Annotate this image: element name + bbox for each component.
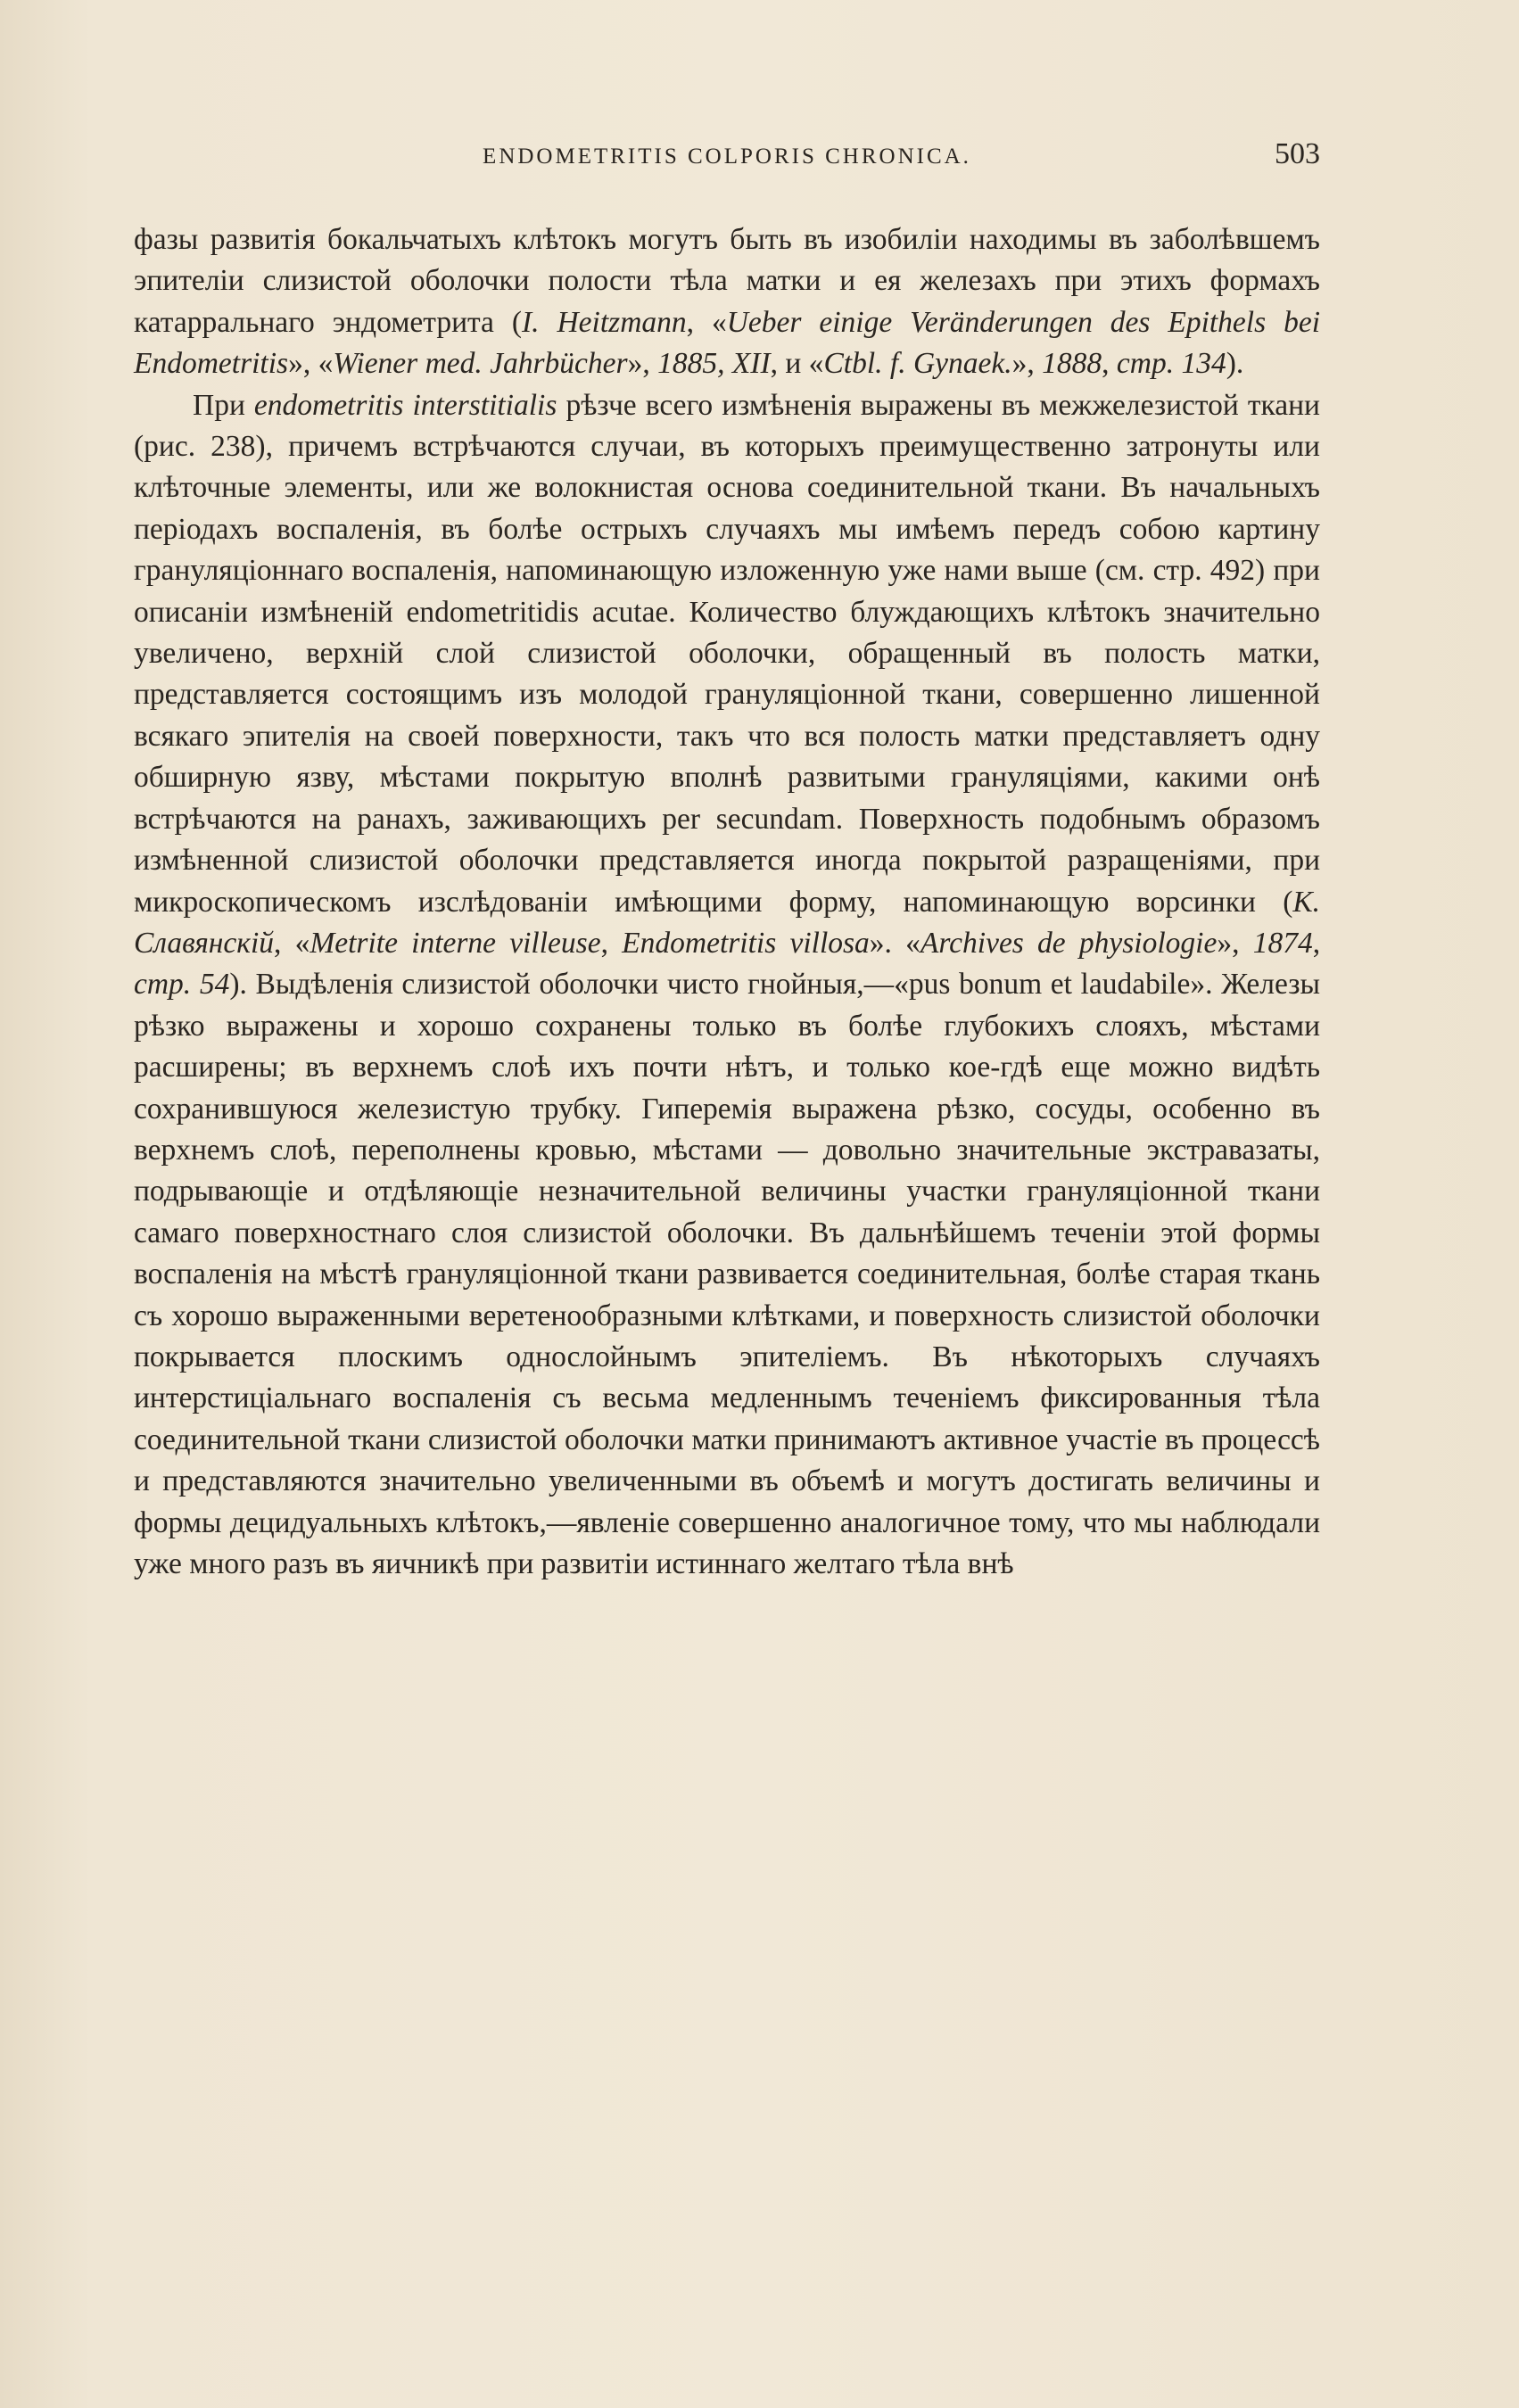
text-run: ). Выдѣленія слизистой оболочки чисто гнойныя,—«pus bonum et laudabile». Железы рѣзко выражены и хорошо сохранены только въ болѣе глубокихъ слояхъ, мѣстами расширены; въ верхнемъ слоѣ ихъ почти нѣтъ, и только кое-гдѣ еще можно видѣть сохранившуюся железистую трубку. Гиперемія выражена рѣзко, сосуды, особенно въ верхнемъ слоѣ, переполнены кровью, мѣстами — довольно значительные экстравазаты, подрывающіе и отдѣляющіе незначительной величины участки грануляціонной ткани самаго поверхностнаго слоя слизистой оболочки. Въ дальнѣйшемъ теченіи этой формы воспаленія на мѣстѣ грануляціонной ткани развивается соединительная, болѣе старая ткань съ хорошо выраженными веретенообразными клѣтками, и поверхность слизистой оболочки покрывается плоскимъ однослойнымъ эпителіемъ. Въ нѣкоторыхъ случаяхъ интерстиціальнаго воспаленія съ весьма медленнымъ теченіемъ фиксированныя тѣла соединительной ткани слизистой оболочки матки принимаютъ активное участіе въ процессѣ и представляются значительно увеличенными въ объемѣ и могутъ достигать величины и формы децидуальныхъ клѣтокъ,—явленіе совершенно аналогичное тому, что мы наблюдали уже много разъ въ яичникѣ при развитіи истиннаго желтаго тѣла внѣ [134,968,1321,1580]
italic-run: Endometritis villosa [622,926,870,960]
text-run: », [1011,347,1043,381]
italic-run: Archives de physiologie [920,926,1218,960]
text-run: », « [288,347,334,381]
italic-run: 1874 [1252,926,1313,960]
body-text [134,219,1320,1585]
italic-run: I. Heitzmann [522,305,687,339]
italic-run: стр. 134 [1116,347,1226,381]
text-run: рѣзче всего измѣненія выражены въ межжелезистой ткани (рис. 238), причемъ встрѣчаются случаи, въ которыхъ преимущественно затронуты или клѣточные элементы, или же волокнистая основа соединительной ткани. Въ начальныхъ періодахъ воспаленія, въ болѣе острыхъ случаяхъ мы имѣемъ передъ собою картину грануляціоннаго воспаленія, напоминающую изложенную уже нами выше (см. стр. 492) при описаніи измѣненій endometritidis acutae. Количество блуждающихъ клѣтокъ значительно увеличено, верхній слой слизистой оболочки, обращенный въ полость матки, представляется состоящимъ изъ молодой грануляціонной ткани, совершенно лишенной всякаго эпителія на своей поверхности, такъ что вся полость матки представляетъ одну обширную язву, мѣстами покрытую вполнѣ развитыми грануляціями, какими онѣ встрѣчаются на ранахъ, заживающихъ per secundam. Поверхность подобнымъ образомъ измѣненной слизистой оболочки представляется иногда покрытой разращеніями, при микроскопическомъ изслѣдованіи имѣющими форму, напоминающую ворсинки ( [134,388,1320,919]
text-run: , [1312,926,1321,960]
page-number: 503 [1275,137,1320,170]
italic-run: Wiener med. Jahrbücher [333,347,628,381]
italic-run: 1885, XII [657,347,771,381]
italic-run: 1888 [1042,347,1102,381]
italic-run: Ctbl. f. Gynaek. [823,347,1012,381]
italic-run: Metrite interne villeuse [310,926,601,960]
text-run: При [193,388,254,422]
text-run: , « [274,926,310,960]
text-run: ». « [869,926,920,960]
page-header [134,136,1320,180]
text-run: », [1217,926,1253,960]
text-run: », [627,347,658,381]
paragraph-1 [134,219,1320,385]
paragraph-2 [134,385,1320,1586]
text-run: , [1102,347,1117,381]
italic-run: К. Славянскій [134,885,1320,960]
italic-run: endometritis interstitialis [253,388,557,422]
text-run: фазы развитія бокальчатыхъ клѣтокъ могутъ быть въ изобиліи находимы въ заболѣвшемъ эпителіи слизистой оболочки полости тѣла матки и ея железахъ при этихъ формахъ катарральнаго эндометрита ( [134,223,1320,339]
text-run: ). [1226,347,1244,381]
running-title: ENDOMETRITIS COLPORIS CHRONICA. [483,144,971,169]
text-run: , « [686,305,727,339]
text-run: , и « [770,347,824,381]
italic-run: стр. 54 [134,968,230,1002]
italic-run: Ueber einige Veränderungen des Epithels bei Endometritis [134,305,1321,381]
text-run: , [600,926,623,960]
